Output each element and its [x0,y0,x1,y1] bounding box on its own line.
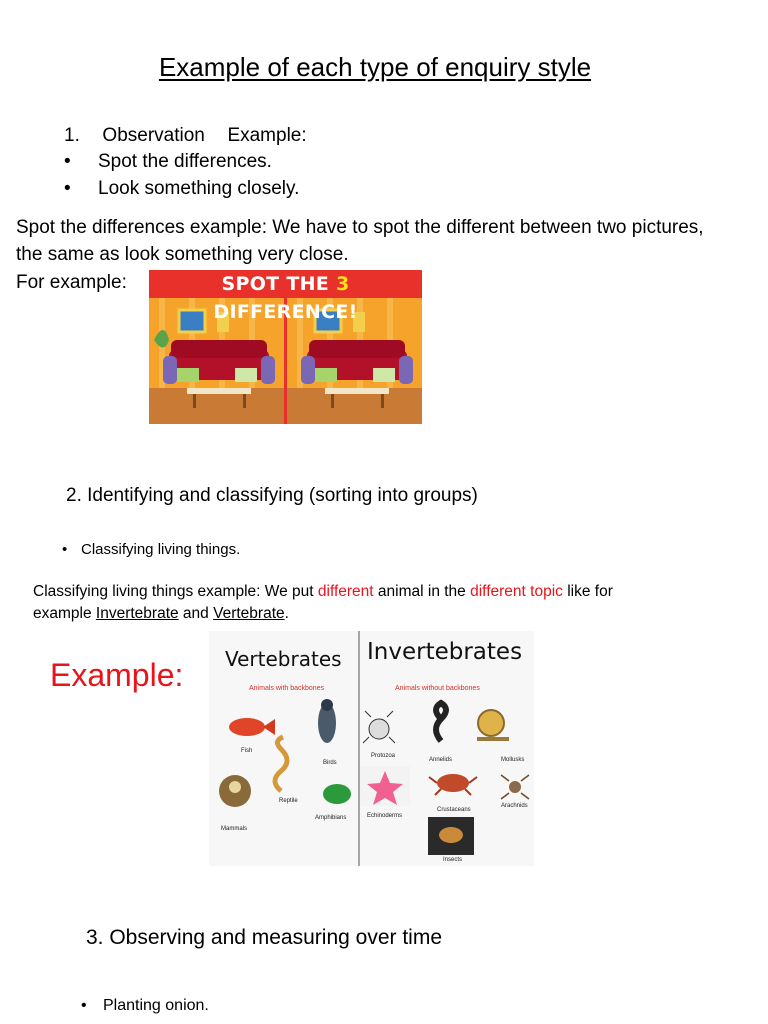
section2-heading: 2. Identifying and classifying (sorting into groups) [66,485,478,506]
bullet-text: Look something closely. [98,178,300,199]
invertebrates-subheading: Animals without backbones [395,685,480,692]
section2-paragraph-line1 [33,583,613,601]
para-text: and [178,605,214,622]
bullet-text: Classifying living things. [81,541,241,558]
bullet-text: Spot the differences. [98,151,272,172]
vertebrates-subheading: Animals with backbones [249,685,325,692]
vertebrate-term: Vertebrate [213,605,285,622]
label-mollusks: Mollusks [501,757,525,763]
para-highlight: different [317,583,374,600]
bullet-icon: • [81,997,87,1014]
section1-paragraph-line2: the same as look something very close. [16,244,349,265]
vertebrates-heading: Vertebrates [225,647,342,671]
label-annelids: Annelids [429,757,453,763]
label-arachnids: Arachnids [501,803,528,809]
banner-text: SPOT THE [221,273,336,295]
list-item [64,151,272,173]
para-text: . [284,605,289,622]
label-fish: Fish [241,748,253,754]
para-highlight: different topic [470,583,563,600]
banner-text: DIFFERENCE! [213,301,358,323]
para-text: animal in the [373,583,471,600]
list-item [81,997,209,1015]
section1-heading [64,125,307,147]
list-item [62,541,240,558]
vertebrates-invertebrates-image [209,631,534,866]
for-example-label: For example: [16,272,127,293]
para-text: like for [562,583,613,600]
label-echinoderms: Echinoderms [367,813,403,819]
para-text: Classifying living things example: We put [33,583,318,600]
label-mammals: Mammals [221,826,248,832]
label-reptile: Reptile [279,798,298,804]
bullet-text: Planting onion. [103,997,209,1014]
animal-illustrations [209,631,534,866]
spot-the-difference-image [149,270,422,424]
page-title: Example of each type of enquiry style [158,52,592,82]
section1-heading-text: Observation [102,125,205,146]
section1-number: 1. [64,125,80,146]
section2-paragraph-line2 [33,605,289,623]
section1-heading-suffix: Example: [227,125,307,146]
label-birds: Birds [323,760,337,766]
example-label: Example: [50,657,184,693]
section3-heading: 3. Observing and measuring over time [86,926,443,949]
banner-number: 3 [335,273,350,295]
label-insects: Insects [443,857,463,863]
section1-paragraph-line1: Spot the differences example: We have to spot the different between two pictures, [16,217,704,238]
invertebrates-heading: Invertebrates [367,639,523,665]
bullet-icon: • [64,178,71,199]
invertebrate-term: Invertebrate [95,605,179,622]
label-crustaceans: Crustaceans [437,807,471,813]
label-amphibians: Amphibians [315,815,347,821]
bullet-icon: • [64,151,71,172]
para-text: example [33,605,96,622]
list-item [64,178,299,200]
label-protozoa: Protozoa [371,753,396,759]
spot-banner [149,270,422,323]
bullet-icon: • [62,541,68,558]
